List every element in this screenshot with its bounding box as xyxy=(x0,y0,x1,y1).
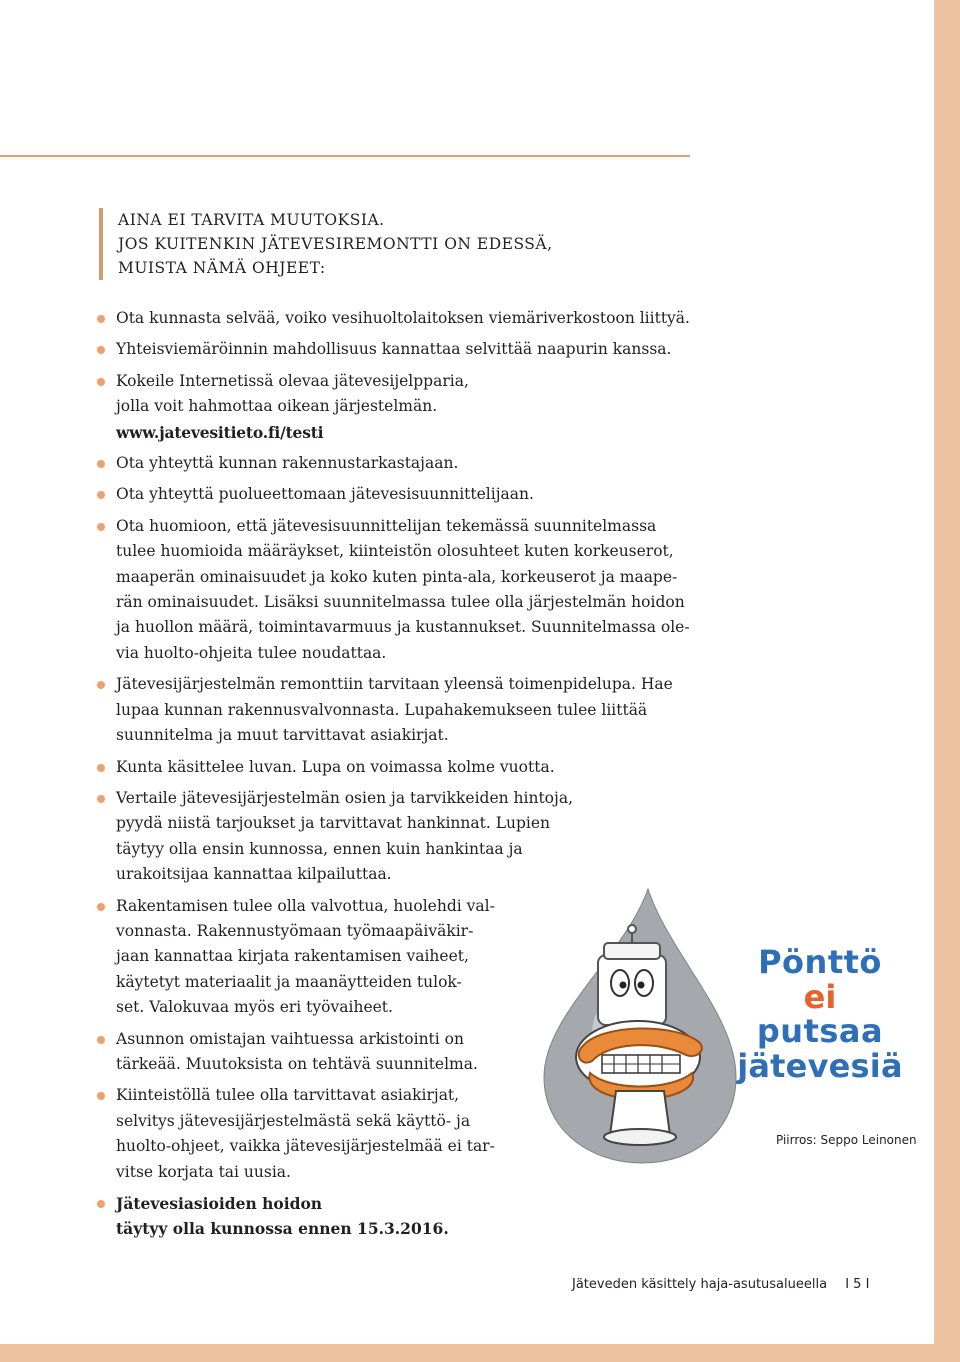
bullet-dot-icon xyxy=(97,315,105,323)
page-footer xyxy=(572,1277,869,1292)
item-text: vonnasta. Rakennustyömaan työmaapäiväkir- xyxy=(116,921,474,940)
item-text: suunnitelma ja muut tarvittavat asiakirjat. xyxy=(116,726,449,745)
footer-title: Jäteveden käsittely haja-asutusalueella xyxy=(572,1277,828,1292)
item-text: Ota yhteyttä kunnan rakennustarkastajaan. xyxy=(116,454,459,473)
list-item xyxy=(96,1191,696,1242)
poster-line: jätevesiä xyxy=(737,1046,903,1085)
bullet-dot-icon xyxy=(97,1200,105,1208)
bullet-dot-icon xyxy=(97,681,105,689)
callout-line: JOS KUITENKIN JÄTEVESIREMONTTI ON EDESSÄ, xyxy=(118,235,553,253)
water-drop-image xyxy=(530,885,740,1165)
item-text: vitse korjata tai uusia. xyxy=(116,1162,291,1181)
instruction-callout xyxy=(99,208,678,280)
jatevesitieto-link[interactable]: www.jatevesitieto.fi/testi xyxy=(116,422,324,442)
list-item xyxy=(96,672,696,748)
bullet-dot-icon xyxy=(97,346,105,354)
item-text: Jätevesijärjestelmän remonttiin tarvitaan yleensä toimenpidelupa. Hae xyxy=(116,675,673,694)
toilet-drop-icon xyxy=(530,885,740,1165)
item-text: pyydä niistä tarjoukset ja tarvittavat hankinnat. Lupien xyxy=(116,814,551,833)
list-item xyxy=(96,451,696,476)
item-text: Kokeile Internetissä olevaa jätevesijelpparia, xyxy=(116,371,469,390)
list-item xyxy=(96,337,696,362)
poster-slogan xyxy=(730,945,910,1083)
bullet-dot-icon xyxy=(97,491,105,499)
item-text: täytyy olla ensin kunnossa, ennen kuin hankintaa ja xyxy=(116,839,523,858)
header-rule xyxy=(0,155,690,157)
side-decor-band xyxy=(934,0,960,1362)
item-text: tulee huomioida määräykset, kiinteistön olosuhteet kuten korkeuserot, xyxy=(116,542,674,561)
item-text: selvitys jätevesijärjestelmästä sekä käyttö- ja xyxy=(116,1111,471,1130)
deadline-text: täytyy olla kunnossa ennen 15.3.2016. xyxy=(116,1219,449,1239)
item-text: set. Valokuvaa myös eri työvaiheet. xyxy=(116,998,393,1017)
bullet-dot-icon xyxy=(97,795,105,803)
callout-line: MUISTA NÄMÄ OHJEET: xyxy=(118,259,326,277)
list-item xyxy=(96,482,696,507)
item-text: urakoitsijaa kannattaa kilpailuttaa. xyxy=(116,865,392,884)
item-text: Vertaile jätevesijärjestelmän osien ja tarvikkeiden hintoja, xyxy=(116,788,573,807)
bullet-dot-icon xyxy=(97,1036,105,1044)
item-text: Yhteisviemäröinnin mahdollisuus kannattaa selvittää naapurin kanssa. xyxy=(116,340,672,359)
list-item xyxy=(96,369,696,445)
callout-line: AINA EI TARVITA MUUTOKSIA. xyxy=(118,211,385,229)
bottom-decor-band xyxy=(0,1344,960,1362)
item-text: huolto-ohjeet, vaikka jätevesijärjestelmää ei tar- xyxy=(116,1137,495,1156)
list-item xyxy=(96,514,696,666)
item-text: lupaa kunnan rakennusvalvonnasta. Lupahakemukseen tulee liittää xyxy=(116,700,648,719)
deadline-text: Jätevesiasioiden hoidon xyxy=(116,1194,323,1213)
poster-line: putsaa xyxy=(756,1012,884,1051)
item-text: via huolto-ohjeita tulee noudattaa. xyxy=(116,643,387,662)
item-text: Ota huomioon, että jätevesisuunnittelijan tekemässä suunnitelmassa xyxy=(116,516,657,535)
poster-line: ei xyxy=(803,977,837,1016)
item-text: tärkeää. Muutoksista on tehtävä suunnitelma. xyxy=(116,1054,478,1073)
bullet-dot-icon xyxy=(97,378,105,386)
item-text: käytetyt materiaalit ja maanäytteiden tulok- xyxy=(116,972,462,991)
item-text: jaan kannattaa kirjata rakentamisen vaiheet, xyxy=(116,947,469,966)
item-text: jolla voit hahmottaa oikean järjestelmän. xyxy=(116,397,438,416)
bullet-dot-icon xyxy=(97,764,105,772)
bullet-dot-icon xyxy=(97,523,105,531)
bullet-dot-icon xyxy=(97,1092,105,1100)
item-text: maaperän ominaisuudet ja koko kuten pinta-ala, korkeuserot ja maape- xyxy=(116,567,678,586)
item-text: Kiinteistöllä tulee olla tarvittavat asiakirjat, xyxy=(116,1086,460,1105)
item-text: Kunta käsittelee luvan. Lupa on voimassa kolme vuotta. xyxy=(116,757,555,776)
poster-line: Pönttö xyxy=(758,943,882,981)
list-item xyxy=(96,755,696,780)
illustration-credit: Piirros: Seppo Leinonen xyxy=(776,1133,917,1147)
page-number: I 5 I xyxy=(845,1277,870,1292)
bullet-dot-icon xyxy=(97,460,105,468)
toilet-cartoon-illustration xyxy=(530,885,910,1165)
list-item xyxy=(96,306,696,331)
list-item xyxy=(96,786,696,888)
item-text: rän ominaisuudet. Lisäksi suunnitelmassa tulee olla järjestelmän hoidon xyxy=(116,593,685,612)
item-text: Ota kunnasta selvää, voiko vesihuoltolaitoksen viemäriverkostoon liittyä. xyxy=(116,309,690,327)
item-text: Asunnon omistajan vaihtuessa arkistointi on xyxy=(116,1029,464,1048)
item-text: Rakentamisen tulee olla valvottua, huolehdi val- xyxy=(116,896,495,915)
bullet-dot-icon xyxy=(97,903,105,911)
item-text: ja huollon määrä, toimintavarmuus ja kustannukset. Suunnitelmassa ole- xyxy=(116,618,690,637)
item-text: Ota yhteyttä puolueettomaan jätevesisuunnittelijaan. xyxy=(116,485,534,504)
